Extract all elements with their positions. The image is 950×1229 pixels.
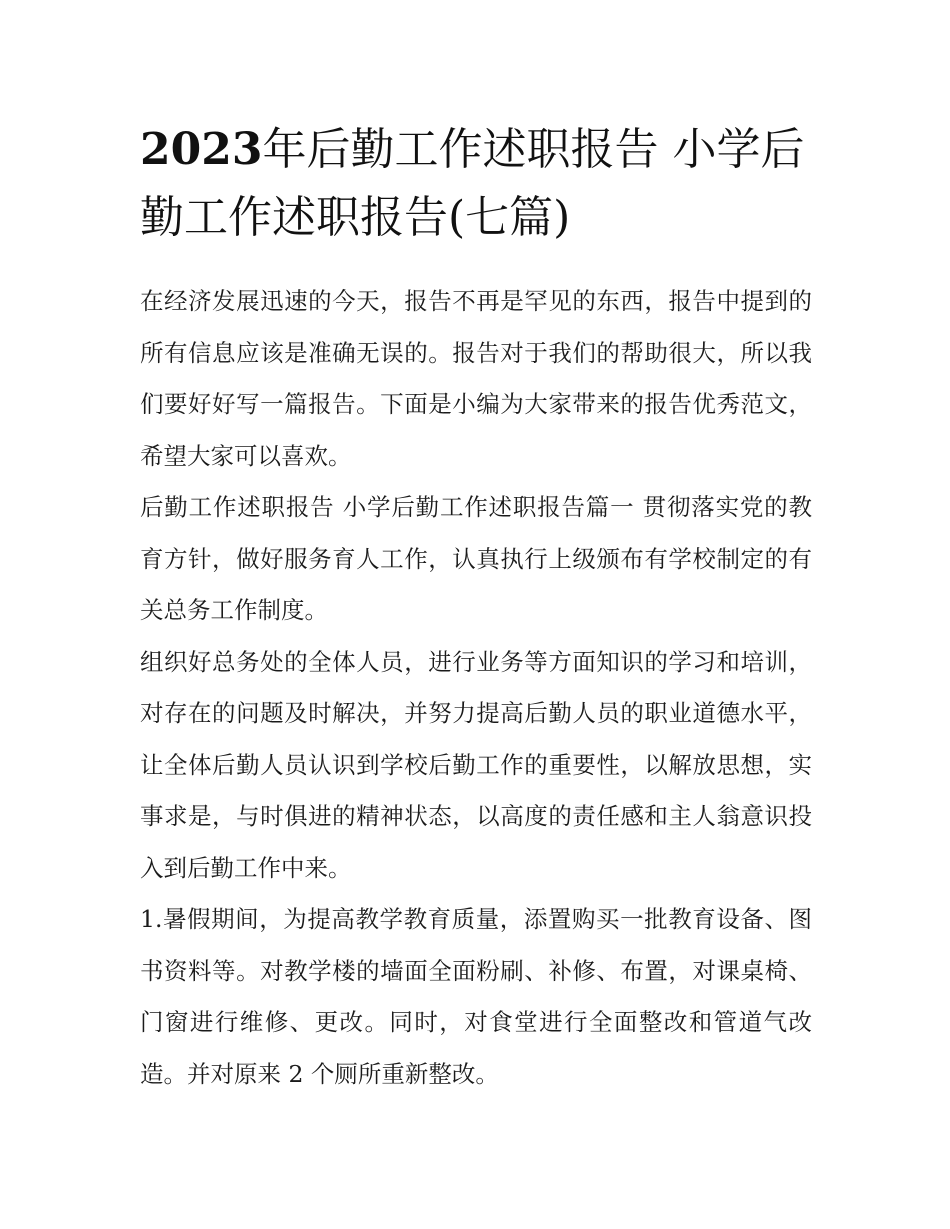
paragraph-staff: 组织好总务处的全体人员，进行业务等方面知识的学习和培训，对存在的问题及时解决，并努力提高后勤人员的职业道德水平，让全体后勤人员认识到学校后勤工作的重要性，以解放思想，实事求是，与时俱进的精神状态，以高度的责任感和主人翁意识投入到后勤工作中来。	[140, 647, 812, 882]
paragraph-section-one: 后勤工作述职报告 小学后勤工作述职报告篇一 贯彻落实党的教育方针，做好服务育人工作，认真执行上级颁布有学校制定的有关总务工作制度。	[140, 493, 812, 624]
paragraph-item-1: 1.暑假期间，为提高教学教育质量，添置购买一批教育设备、图书资料等。对教学楼的墙面全面粉刷、补修、布置，对课桌椅、门窗进行维修、更改。同时，对食堂进行全面整改和管道气改造。并对原来 2 个厕所重新整改。	[140, 905, 812, 1088]
title-text: 年后勤工作述职报告 小学后勤工作述职报告(七篇)	[140, 124, 805, 243]
paragraph-intro: 在经济发展迅速的今天，报告不再是罕见的东西，报告中提到的所有信息应该是准确无误的。报告对于我们的帮助很大，所以我们要好好写一篇报告。下面是小编为大家带来的报告优秀范文，希望大家可以喜欢。	[140, 287, 812, 470]
title-year: 2023	[140, 124, 263, 175]
document-title	[140, 116, 820, 252]
document-body	[140, 276, 812, 1100]
